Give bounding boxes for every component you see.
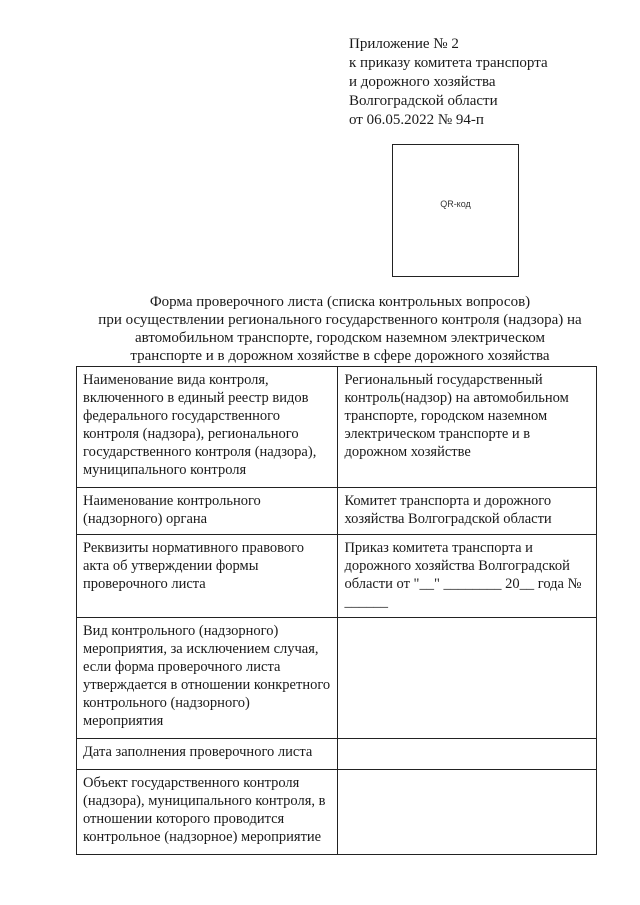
appendix-line: к приказу комитета транспорта <box>349 55 548 71</box>
control-type-value: Региональный государственный контроль(надзор) на автомобильном транспорте, городском наземном электрическом транспорте и в дорожном хозяйстве <box>338 367 597 488</box>
table-row <box>77 367 597 488</box>
table-row <box>77 618 597 739</box>
form-title-line: при осуществлении регионального государственного контроля (надзора) на <box>98 312 582 328</box>
fill-date-label: Дата заполнения проверочного листа <box>77 739 338 770</box>
appendix-line: Приложение № 2 <box>349 36 459 52</box>
appendix-line: и дорожного хозяйства <box>349 74 496 90</box>
legal-act-label: Реквизиты нормативного правового акта об утверждении формы проверочного листа <box>77 535 338 618</box>
control-object-value <box>338 770 597 855</box>
qr-code-placeholder <box>392 144 519 277</box>
appendix-line: от 06.05.2022 № 94-п <box>349 112 484 128</box>
appendix-header <box>349 35 548 130</box>
inspection-type-value <box>338 618 597 739</box>
table-row <box>77 739 597 770</box>
control-type-label: Наименование вида контроля, включенного в единый реестр видов федерального государственного контроля (надзора), регионального государственного контроля (надзора), муниципального контроля <box>77 367 338 488</box>
authority-name-value: Комитет транспорта и дорожного хозяйства Волгоградской области <box>338 488 597 535</box>
table-row <box>77 535 597 618</box>
table-row <box>77 770 597 855</box>
form-title-line: Форма проверочного листа (списка контрольных вопросов) <box>149 294 531 310</box>
inspection-type-label: Вид контрольного (надзорного) мероприятия, за исключением случая, если форма проверочного листа утверждается в отношении конкретного контрольного (надзорного) мероприятия <box>77 618 338 739</box>
form-title <box>60 293 620 365</box>
fill-date-value <box>338 739 597 770</box>
legal-act-value: Приказ комитета транспорта и дорожного хозяйства Волгоградской области от "__" ________ 20__ года № ______ <box>338 535 597 618</box>
authority-name-label: Наименование контрольного (надзорного) органа <box>77 488 338 535</box>
control-object-label: Объект государственного контроля (надзора), муниципального контроля, в отношении которого проводится контрольное (надзорное) мероприятие <box>77 770 338 855</box>
checklist-table <box>76 366 597 855</box>
form-title-line: автомобильном транспорте, городском наземном электрическом <box>134 330 546 346</box>
table-row <box>77 488 597 535</box>
qr-code-label: QR-код <box>440 198 471 209</box>
appendix-line: Волгоградской области <box>349 93 498 109</box>
form-title-line: транспорте и в дорожном хозяйстве в сфере дорожного хозяйства <box>130 348 550 364</box>
